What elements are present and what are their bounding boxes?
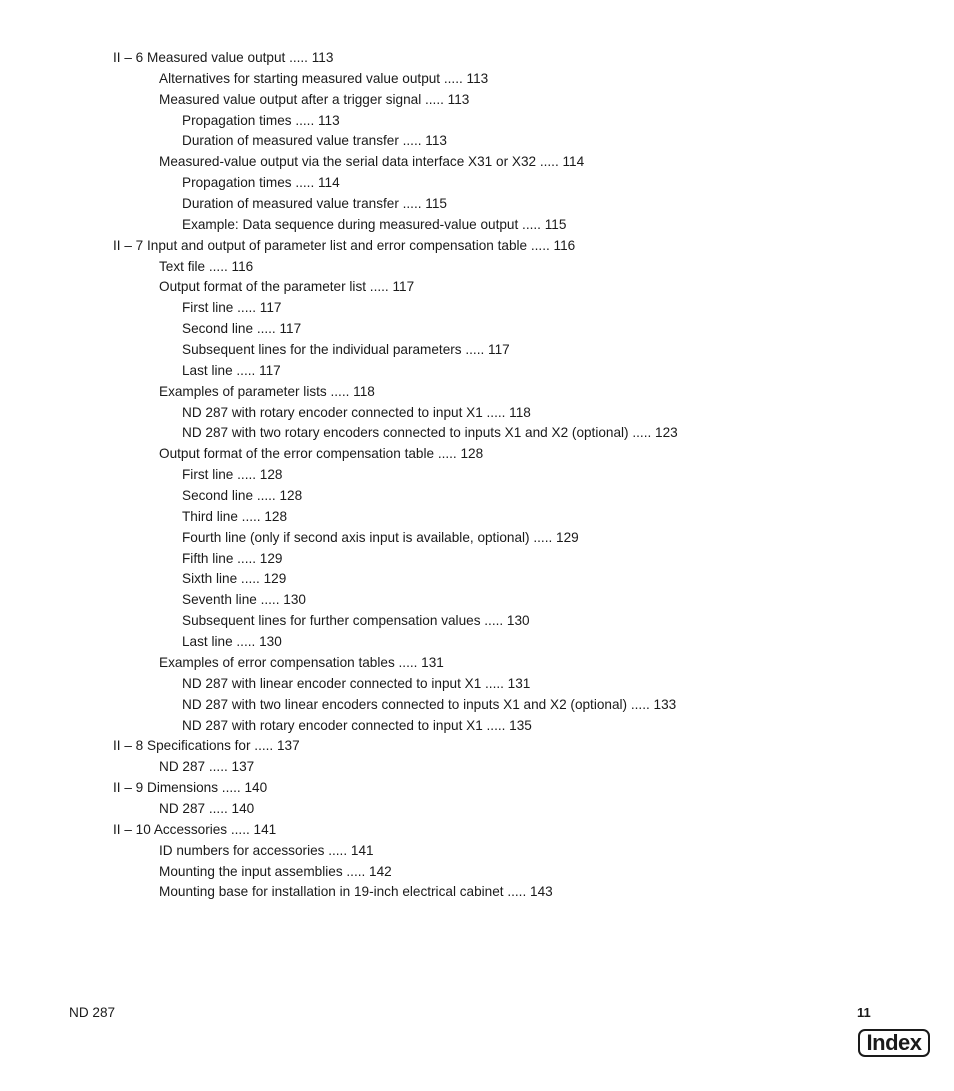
toc-entry[interactable]: Propagation times ..... 114 xyxy=(182,175,340,191)
toc-entry[interactable]: ND 287 with two rotary encoders connected to inputs X1 and X2 (optional) ..... 123 xyxy=(182,425,678,441)
toc-entry[interactable]: Fifth line ..... 129 xyxy=(182,550,283,566)
toc-entry[interactable]: Second line ..... 117 xyxy=(182,321,302,337)
toc-entry[interactable]: II – 6 Measured value output ..... 113 xyxy=(113,50,334,65)
toc-entry[interactable]: II – 7 Input and output of parameter list and error compensation table ..... 116 xyxy=(113,237,576,253)
toc-entry[interactable]: II – 9 Dimensions ..... 140 xyxy=(113,780,268,796)
toc-entry[interactable]: Output format of the error compensation table ..... 128 xyxy=(159,446,484,462)
toc-entry[interactable]: Subsequent lines for further compensation values ..... 130 xyxy=(182,613,530,629)
page-number: 11 xyxy=(857,1005,871,1020)
toc-entry[interactable]: II – 8 Specifications for ..... 137 xyxy=(113,738,300,754)
toc-entry[interactable]: Sixth line ..... 129 xyxy=(182,571,287,587)
toc-entry[interactable]: Fourth line (only if second axis input is available, optional) ..... 129 xyxy=(182,529,579,545)
toc-entry[interactable]: Seventh line ..... 130 xyxy=(182,592,306,608)
toc-entry[interactable]: ND 287 with two linear encoders connected to inputs X1 and X2 (optional) ..... 133 xyxy=(182,696,677,712)
toc-entry[interactable]: Second line ..... 128 xyxy=(182,488,303,504)
toc-entry[interactable]: Text file ..... 116 xyxy=(159,258,254,274)
toc-entry[interactable]: Subsequent lines for the individual parameters ..... 117 xyxy=(182,342,510,358)
toc-entry[interactable]: Measured-value output via the serial data interface X31 or X32 ..... 114 xyxy=(159,154,585,170)
toc-entry[interactable]: Propagation times ..... 113 xyxy=(182,112,340,128)
table-of-contents xyxy=(0,48,954,903)
toc-entry[interactable]: Last line ..... 117 xyxy=(182,362,281,378)
toc-entry[interactable]: Examples of error compensation tables ..... 131 xyxy=(159,654,444,670)
toc-entry[interactable]: Output format of the parameter list ..... 117 xyxy=(159,279,415,295)
toc-entry[interactable]: Mounting the input assemblies ..... 142 xyxy=(159,863,392,879)
toc-entry[interactable]: First line ..... 117 xyxy=(182,300,282,316)
toc-entry[interactable]: ND 287 ..... 140 xyxy=(159,800,255,816)
toc-entry[interactable]: Duration of measured value transfer ..... 113 xyxy=(182,133,447,149)
toc-entry[interactable]: ND 287 with rotary encoder connected to input X1 ..... 118 xyxy=(182,404,531,420)
toc-entry[interactable]: ND 287 with rotary encoder connected to input X1 ..... 135 xyxy=(182,717,532,733)
toc-entry[interactable]: II – 10 Accessories ..... 141 xyxy=(113,821,277,837)
toc-entry[interactable]: ND 287 ..... 137 xyxy=(159,759,255,775)
index-section-tab[interactable]: Index xyxy=(858,1029,930,1057)
toc-entry[interactable]: Examples of parameter lists ..... 118 xyxy=(159,383,375,399)
toc-entry[interactable]: ND 287 with linear encoder connected to input X1 ..... 131 xyxy=(182,675,531,691)
toc-entry[interactable]: ID numbers for accessories ..... 141 xyxy=(159,842,374,858)
toc-entry[interactable]: Third line ..... 128 xyxy=(182,508,288,524)
toc-entry[interactable]: Alternatives for starting measured value output ..... 113 xyxy=(159,70,489,86)
toc-entry[interactable]: Measured value output after a trigger signal ..... 113 xyxy=(159,91,470,107)
toc-entry[interactable]: First line ..... 128 xyxy=(182,467,283,483)
toc-entry[interactable]: Example: Data sequence during measured-value output ..... 115 xyxy=(182,216,567,232)
toc-entry[interactable]: Last line ..... 130 xyxy=(182,634,282,650)
toc-entry[interactable]: Duration of measured value transfer ..... 115 xyxy=(182,196,447,212)
toc-entry[interactable]: Mounting base for installation in 19-inch electrical cabinet ..... 143 xyxy=(159,884,553,900)
footer-product-name: ND 287 xyxy=(69,1005,116,1020)
